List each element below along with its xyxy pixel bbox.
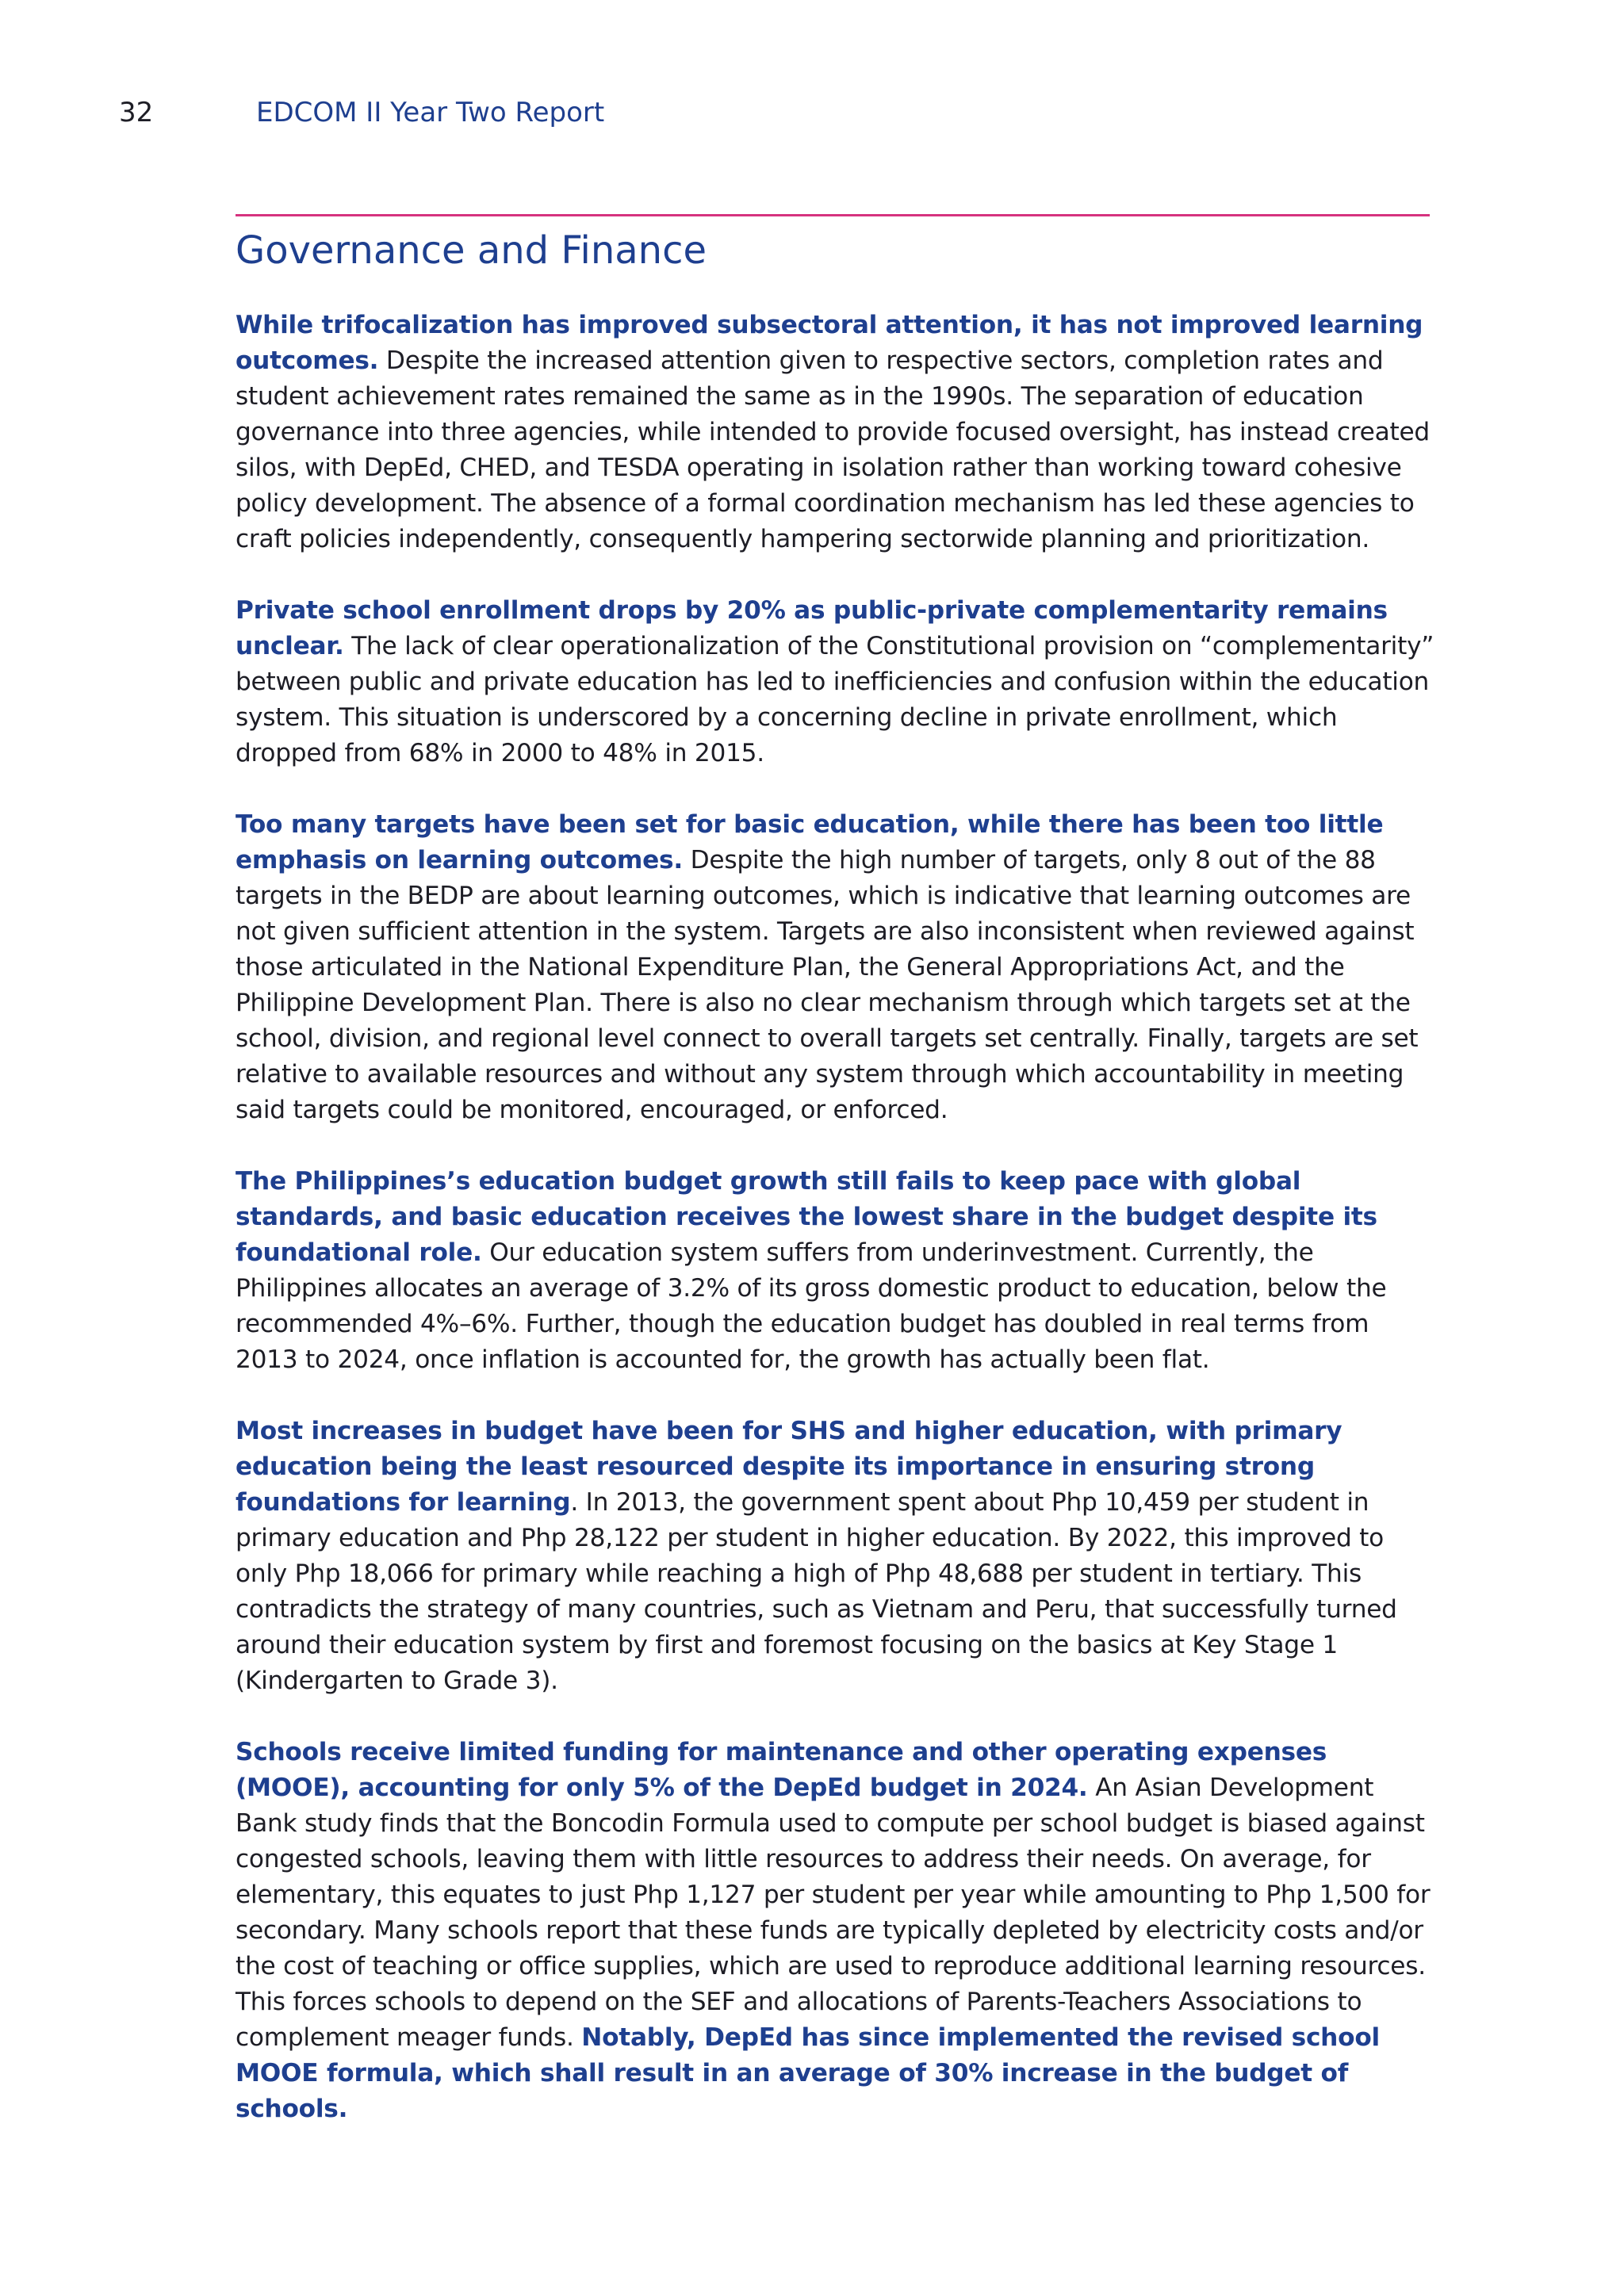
paragraph-lead: Private school enrollment drops by 20% as public-private complementarity remains unclear. bbox=[236, 596, 1388, 660]
paragraph-body: The lack of clear operationalization of the Constitutional provision on “complementarity” between public and private education has led to inefficiencies and confusion within the education system. This situation is underscored by a concerning decline in private enrollment, which dropped from 68% in 2000 to 48% in 2015. bbox=[236, 632, 1434, 767]
page-number: 32 bbox=[119, 97, 154, 128]
paragraph-lead: The Philippines’s education budget growth still fails to keep pace with global standards, and basic education receives the lowest share in the budget despite its foundational role. bbox=[236, 1167, 1377, 1267]
running-header: EDCOM II Year Two Report bbox=[256, 97, 605, 128]
paragraph-mooe bbox=[236, 1735, 1434, 2127]
paragraph-trifocalization bbox=[236, 308, 1434, 557]
paragraph-body: An Asian Development Bank study finds that the Boncodin Formula used to compute per school budget is biased against congested schools, leaving them with little resources to address their needs. On average, for elementary, this equates to just Php 1,127 per student per year while amounting to Php 1,500 for secondary. Many schools report that these funds are typically depleted by electricity costs and/or the cost of teaching or office supplies, which are used to reproduce additional learning resources. This forces schools to depend on the SEF and allocations of Parents-Teachers Associations to complement meager funds. bbox=[236, 1774, 1431, 2052]
paragraph-body: Despite the high number of targets, only 8 out of the 88 targets in the BEDP are about learning outcomes, which is indicative that learning outcomes are not given sufficient attention in the system. Targets are also inconsistent when reviewed against those articulated in the National Expenditure Plan, the General Appropriations Act, and the Philippine Development Plan. There is also no clear mechanism through which targets set at the school, division, and regional level connect to overall targets set centrally. Finally, targets are set relative to available resources and without any system through which accountability in meeting said targets could be monitored, encouraged, or enforced. bbox=[236, 846, 1419, 1124]
paragraph-private-enrollment bbox=[236, 593, 1434, 771]
content-body bbox=[236, 308, 1434, 2163]
paragraph-budget-growth bbox=[236, 1164, 1434, 1378]
section-title: Governance and Finance bbox=[236, 228, 707, 273]
paragraph-lead: Too many targets have been set for basic education, while there has been too little emphasis on learning outcomes. bbox=[236, 810, 1384, 874]
paragraph-trail: Notably, DepEd has since implemented the revised school MOOE formula, which shall result in an average of 30% increase in the budget of schools. bbox=[236, 2023, 1380, 2123]
paragraph-lead: Schools receive limited funding for maintenance and other operating expenses (MOOE), accounting for only 5% of the DepEd budget in 2024. bbox=[236, 1738, 1327, 1802]
paragraph-lead: Most increases in budget have been for SHS and higher education, with primary education being the least resourced despite its importance in ensuring strong foundations for learning bbox=[236, 1417, 1342, 1517]
paragraph-body: Our education system suffers from underinvestment. Currently, the Philippines allocates an average of 3.2% of its gross domestic product to education, below the recommended 4%–6%. Further, though the education budget has doubled in real terms from 2013 to 2024, once inflation is accounted for, the growth has actually been flat. bbox=[236, 1238, 1387, 1374]
section-divider bbox=[236, 214, 1430, 216]
paragraph-lead: While trifocalization has improved subsectoral attention, it has not improved learning outcomes. bbox=[236, 311, 1423, 375]
paragraph-body: . In 2013, the government spent about Php 10,459 per student in primary education and Php 28,122 per student in higher education. By 2022, this improved to only Php 18,066 for primary while reaching a high of Php 48,688 per student in tertiary. This contradicts the strategy of many countries, such as Vietnam and Peru, that successfully turned around their education system by first and foremost focusing on the basics at Key Stage 1 (Kindergarten to Grade 3). bbox=[236, 1488, 1397, 1695]
paragraph-body: Despite the increased attention given to respective sectors, completion rates and student achievement rates remained the same as in the 1990s. The separation of education governance into three agencies, while intended to provide focused oversight, has instead created silos, with DepEd, CHED, and TESDA operating in isolation rather than working toward cohesive policy development. The absence of a formal coordination mechanism has led these agencies to craft policies independently, consequently hampering sectorwide planning and prioritization. bbox=[236, 346, 1430, 553]
paragraph-targets bbox=[236, 807, 1434, 1128]
paragraph-budget-increases bbox=[236, 1414, 1434, 1699]
